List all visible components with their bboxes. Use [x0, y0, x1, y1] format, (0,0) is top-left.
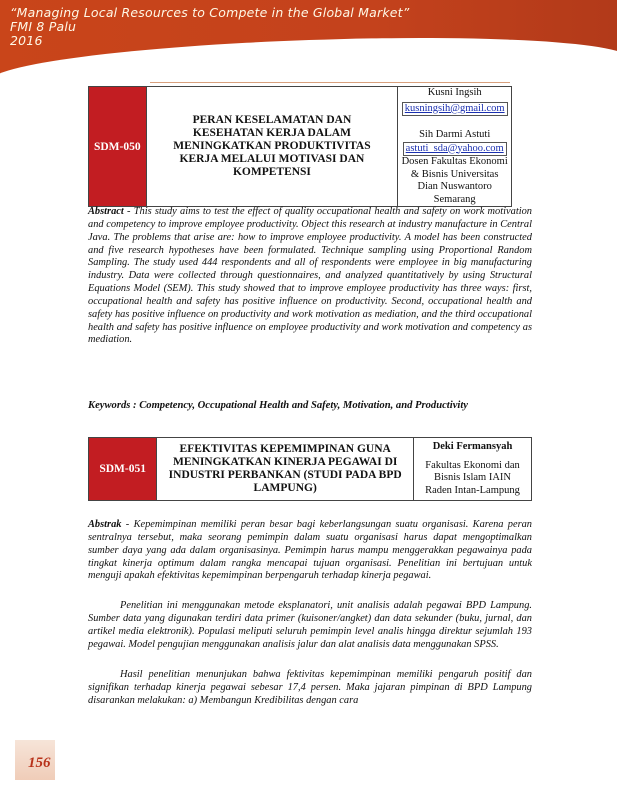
page-number: 156 [28, 755, 51, 771]
conference-title: “Managing Local Resources to Compete in the Global Market” [10, 5, 410, 20]
header-divider [150, 82, 510, 83]
paper-entry-table [88, 437, 532, 501]
conference-header [10, 6, 409, 48]
abstract-text: - This study aims to test the effect of quality occupational health and safety on work motivation and competency to improve employee productivity. Object this research at industry manufacture in Central Java. The problems that arise are: how to improve employee productivity. A model has been constructed and five research hypotheses have been formulated. Technique sampling using Proportional Random Sampling. The study used 444 respondents and all of respondents were employee in big manufacturing industry. Data were collected through questionnaires, and analyzed quantitatively by using Structural Equations Model (SEM). This study showed that to improve employee productivity has three ways: first, occupational health and safety has positive influence on productivity. Second, occupational health and safety has positive influence on productivity and work motivation as mediation, and the third occupational health and safety has positive influence on employee productivity and work motivation and competency as mediation. [88, 206, 532, 346]
paper-entry-table [88, 86, 512, 207]
header-banner [0, 0, 617, 78]
abstract-paragraph [88, 519, 532, 583]
conference-year: 2016 [10, 33, 43, 48]
author-email-link[interactable]: kusningsih@gmail.com [402, 102, 508, 117]
paper-code: SDM-051 [89, 438, 157, 501]
conference-venue: FMI 8 Palu [10, 19, 77, 34]
abstract-label: Abstract [88, 206, 124, 217]
abstract-paragraph: Penelitian ini menggunakan metode eksplanatori, unit analisis adalah pegawai BPD Lampung. Sumber data yang digunakan terdiri data primer (kuisoner/angket) dan data sekunder (buku, jurnal, dan artikel media elektronik). Populasi meliputi seluruh pemimpin level analis hingga direktur sejumlah 193 pegawai. Model pengujian menggunakan analisis jalur dan alat analisis data menggunakan SPSS. [88, 600, 532, 650]
author-name: Sih Darmi Astuti [419, 129, 491, 140]
author-affiliation: Fakultas Ekonomi dan Bisnis Islam IAIN Raden Intan-Lampung [425, 459, 520, 496]
author-email-link[interactable]: astuti_sda@yahoo.com [403, 142, 507, 157]
author-block [398, 87, 512, 207]
abstract-label: Abstrak [88, 519, 122, 530]
author-block [414, 438, 532, 501]
abstract-paragraph [88, 206, 532, 347]
author-name: Kusni Ingsih [427, 87, 482, 98]
paper-code: SDM-050 [89, 87, 147, 207]
author-name: Deki Fermansyah [432, 441, 513, 452]
paper-title: PERAN KESELAMATAN DAN KESEHATAN KERJA DALAM MENINGKATKAN PRODUKTIVITAS KERJA MELALUI MOTIVASI DAN KOMPETENSI [146, 87, 398, 207]
paper-title: EFEKTIVITAS KEPEMIMPINAN GUNA MENINGKATKAN KINERJA PEGAWAI DI INDUSTRI PERBANKAN (STUDI PADA BPD LAMPUNG) [157, 438, 414, 501]
abstract-text: - Kepemimpinan memiliki peran besar bagi keberlangsungan suatu organisasi. Karena peran sentralnya tersebut, maka seorang pemimpin dalam suatu organisasi harus dapat mengoptimalkan sumber daya yang ada dalam organisasinya. Pemimpin harus mampu menggerakkan pegawainya pada tingkat kinerja optimum dalam rangka mencapai tujuan organisasi. Penelitian ini bertujuan untuk menguji apakah efektivitas kepemimpinan berpengaruh terhadap kinerja pegawai. [88, 519, 532, 582]
author-affiliation: Dosen Fakultas Ekonomi & Bisnis Universitas Dian Nuswantoro Semarang [401, 156, 508, 205]
keywords-line: Keywords : Competency, Occupational Health and Safety, Motivation, and Productivity [88, 400, 468, 411]
abstract-paragraph: Hasil penelitian menunjukan bahwa fektivitas kepemimpinan memiliki pengaruh positif dan signifikan terhadap kinerja pegawai sebesar 17,4 persen. Maka jajaran pimpinan di BPD Lampung disarankan melakukan: a) Membangun Kredibilitas dengan cara [88, 669, 532, 706]
